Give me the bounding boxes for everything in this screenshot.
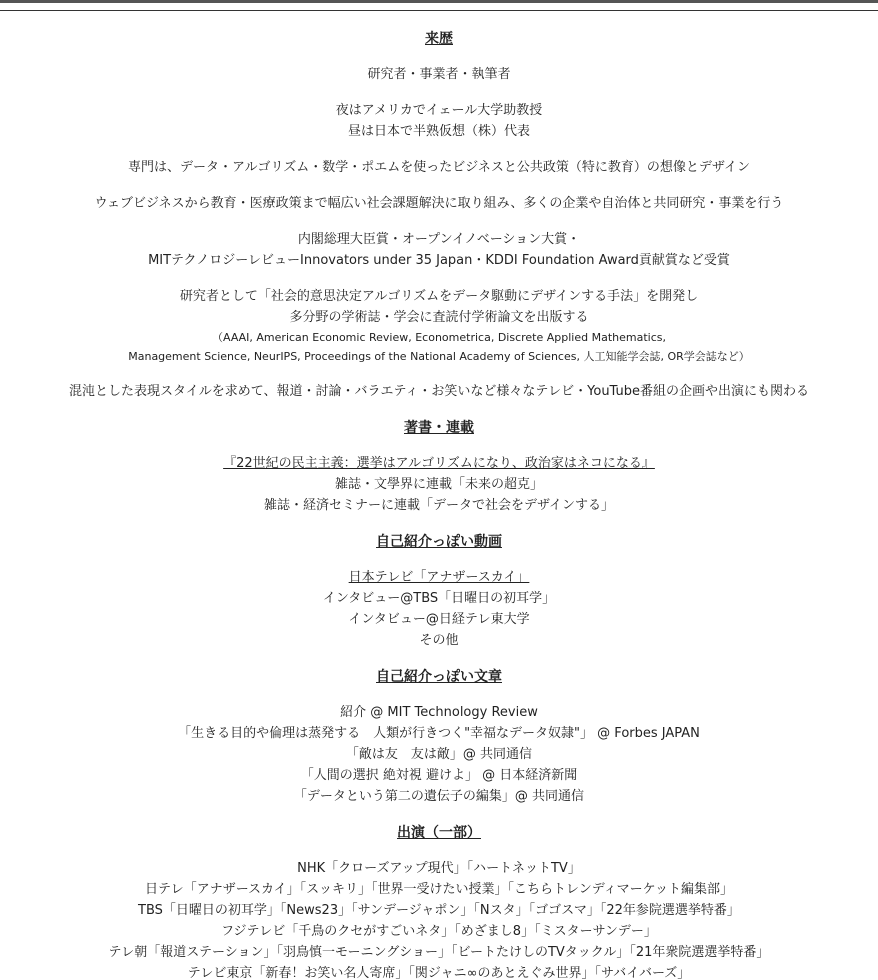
appearance-tbs: TBS「日曜日の初耳学」「News23」「サンデージャポン」「Nスタ」「ゴゴスマ」「22年参院選選挙特番」: [138, 903, 740, 918]
profile-content: [0, 28, 878, 980]
top-border: [0, 0, 878, 3]
appearance-ntv: 日テレ「アナザースカイ」「スッキリ」「世界一受けたい授業」「こちらトレンディマーケット編集部」: [144, 882, 734, 897]
research-journals-1: （AAAI, American Economic Review, Econometrica, Discrete Applied Mathematics,: [211, 331, 666, 344]
appearance-nhk: NHK「クローズアップ現代」「ハートネットTV」: [297, 861, 581, 876]
research-line-2: 多分野の学術誌・学会に査読付学術論文を出版する: [289, 310, 589, 325]
position-company: 昼は日本で半熟仮想（株）代表: [347, 124, 530, 139]
serial-bungakukai: 雑誌・文學界に連載「未来の超克」: [334, 477, 543, 492]
positions-paragraph: [0, 100, 878, 142]
books-heading: 著書・連載: [404, 420, 474, 436]
video-link-another-sky[interactable]: 日本テレビ「アナザースカイ」: [348, 570, 530, 585]
appearance-tv-tokyo: テレビ東京「新春！お笑い名人寄席」「関ジャニ∞のあとえぐみ世界」「サバイバーズ」: [187, 966, 691, 980]
position-yale: 夜はアメリカでイェール大学助教授: [335, 103, 543, 118]
videos-list: [0, 567, 878, 651]
roles-text: 研究者・事業者・執筆者: [367, 67, 511, 82]
appearances-list: [0, 858, 878, 980]
books-list: [0, 453, 878, 516]
appearance-tv-asahi: テレ朝「報道ステーション」「羽鳥慎一モーニングショー」「ビートたけしのTVタックル」「21年衆院選選挙特番」: [108, 945, 770, 960]
article-nikkei: 「人間の選択 絶対視 避けよ」 @ 日本経済新聞: [300, 768, 578, 783]
article-kyodo-2: 「データという第二の遺伝子の編集」@ 共同通信: [293, 789, 585, 804]
article-mit-tech-review: 紹介 @ MIT Technology Review: [340, 705, 538, 720]
articles-heading: 自己紹介っぽい文章: [376, 669, 502, 685]
specialty-paragraph: [0, 157, 878, 178]
book-link-22nd-century[interactable]: 『22世紀の民主主義：選挙はアルゴリズムになり、政治家はネコになる』: [223, 456, 655, 471]
serial-keizai-seminar: 雑誌・経済セミナーに連載「データで社会をデザインする」: [263, 498, 615, 513]
appearance-fuji: フジテレビ「千鳥のクセがすごいネタ」「めざまし8」「ミスターサンデー」: [221, 924, 657, 939]
awards-line-1: 内閣総理大臣賞・オープンイノベーション大賞・: [297, 232, 581, 247]
research-paragraph: [0, 286, 878, 366]
specialty-text: 専門は、データ・アルゴリズム・数学・ポエムを使ったビジネスと公共政策（特に教育）の想像とデザイン: [128, 160, 750, 175]
articles-list: [0, 702, 878, 807]
roles-paragraph: [0, 64, 878, 85]
video-tbs-interview: インタビュー@TBS「日曜日の初耳学」: [322, 591, 556, 606]
top-divider: [0, 10, 878, 11]
video-other: その他: [419, 633, 459, 648]
research-journals-2: Management Science, NeurIPS, Proceedings of the National Academy of Sciences, 人工知能学会誌, OR学会誌など）: [128, 350, 750, 363]
activities-paragraph: [0, 193, 878, 214]
awards-line-2: MITテクノロジーレビューInnovators under 35 Japan・KDDI Foundation Award貢献賞など受賞: [148, 253, 730, 268]
article-forbes: 「生きる目的や倫理は蒸発する 人類が行きつく"幸福なデータ奴隷"」 @ Forbes JAPAN: [178, 726, 700, 741]
activities-text: ウェブビジネスから教育・医療政策まで幅広い社会課題解決に取り組み、多くの企業や自治体と共同研究・事業を行う: [94, 196, 784, 211]
videos-heading: 自己紹介っぽい動画: [376, 534, 502, 550]
media-paragraph: [0, 381, 878, 402]
appearances-heading: 出演（一部）: [397, 825, 481, 841]
media-text: 混沌とした表現スタイルを求めて、報道・討論・バラエティ・お笑いなど様々なテレビ・YouTube番組の企画や出演にも関わる: [68, 384, 810, 399]
research-line-1: 研究者として「社会的意思決定アルゴリズムをデータ駆動にデザインする手法」を開発し: [179, 289, 699, 304]
career-heading: 来歴: [425, 31, 453, 47]
video-nikkei-interview: インタビュー@日経テレ東大学: [348, 612, 530, 627]
awards-paragraph: [0, 229, 878, 271]
article-kyodo-1: 「敵は友 友は敵」@ 共同通信: [345, 747, 533, 762]
